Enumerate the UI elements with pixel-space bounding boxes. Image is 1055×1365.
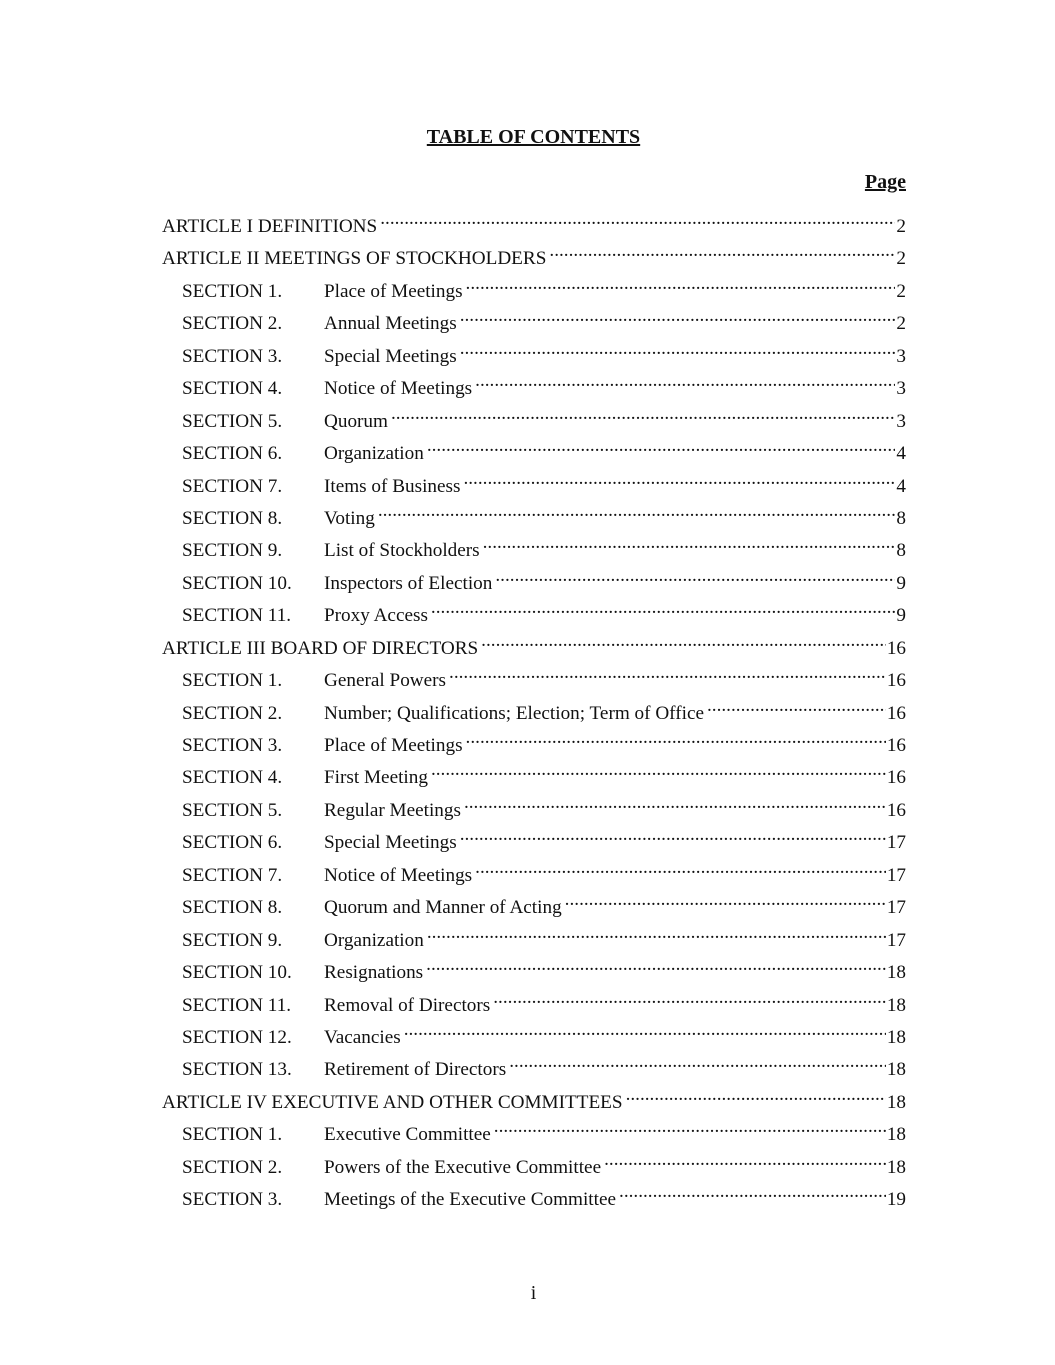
section-title: Executive Committee [324, 1124, 491, 1146]
toc-section-entry[interactable] [162, 828, 906, 860]
dot-leader [466, 731, 886, 751]
section-label: SECTION 2. [182, 313, 283, 335]
page-number: 17 [886, 832, 906, 854]
section-label: SECTION 8. [182, 507, 283, 529]
article-title: ARTICLE IV EXECUTIVE AND OTHER COMMITTEES [162, 1091, 623, 1113]
section-title: Voting [324, 507, 375, 529]
toc-article-entry[interactable] [162, 1088, 906, 1120]
section-label: SECTION 13. [182, 1059, 292, 1081]
section-label: SECTION 7. [182, 475, 283, 497]
article-title: ARTICLE II MEETINGS OF STOCKHOLDERS [162, 248, 547, 270]
dot-leader [431, 601, 895, 621]
section-title: Powers of the Executive Committee [324, 1156, 602, 1178]
section-title: Special Meetings [324, 345, 457, 367]
dot-leader [565, 893, 886, 913]
page-number: 18 [886, 1156, 906, 1178]
dot-leader [431, 763, 886, 783]
section-label: SECTION 1. [182, 280, 283, 302]
page-number: 18 [886, 962, 906, 984]
section-label: SECTION 7. [182, 864, 283, 886]
section-title: Notice of Meetings [324, 378, 473, 400]
toc-section-entry[interactable] [162, 763, 906, 795]
section-label: SECTION 1. [182, 670, 283, 692]
toc-section-entry[interactable] [162, 569, 906, 601]
article-title: ARTICLE I DEFINITIONS [162, 216, 378, 237]
toc-section-entry[interactable] [162, 1120, 906, 1152]
page-number: 8 [896, 540, 906, 562]
dot-leader [494, 1120, 886, 1140]
toc-section-entry[interactable] [162, 601, 906, 633]
page-number: 18 [886, 1091, 906, 1113]
toc-list [162, 212, 906, 1218]
page-number: 17 [886, 897, 906, 919]
dot-leader [481, 634, 886, 654]
section-label: SECTION 11. [182, 605, 292, 627]
section-title: Place of Meetings [324, 280, 463, 302]
section-title: Quorum [324, 410, 388, 432]
page-column-heading: Page [864, 171, 906, 193]
page-number: 2 [896, 313, 906, 335]
section-title: List of Stockholders [324, 540, 480, 562]
section-label: SECTION 10. [182, 572, 292, 594]
section-title: Place of Meetings [324, 735, 463, 756]
section-title: Annual Meetings [324, 313, 457, 335]
dot-leader [495, 569, 895, 589]
section-label: SECTION 12. [182, 1026, 292, 1048]
dot-leader [604, 1153, 886, 1173]
section-title: Special Meetings [324, 832, 457, 854]
section-label: SECTION 6. [182, 832, 283, 854]
dot-leader [483, 536, 896, 556]
toc-section-entry[interactable] [162, 1055, 906, 1087]
toc-section-entry[interactable] [162, 1153, 906, 1185]
section-label: SECTION 10. [182, 962, 292, 984]
toc-section-entry[interactable] [162, 309, 906, 341]
section-title: Notice of Meetings [324, 864, 473, 886]
dot-leader [378, 504, 896, 524]
toc-section-entry[interactable] [162, 991, 906, 1023]
section-label: SECTION 9. [182, 929, 283, 951]
dot-leader [707, 699, 886, 719]
page-number: 16 [886, 637, 906, 659]
page-number: 18 [886, 994, 906, 1016]
toc-section-entry[interactable] [162, 926, 906, 958]
dot-leader [475, 861, 886, 881]
toc-section-entry[interactable] [162, 699, 906, 731]
toc-section-entry[interactable] [162, 342, 906, 374]
toc-section-entry[interactable] [162, 504, 906, 536]
section-label: SECTION 3. [182, 1189, 283, 1211]
toc-section-entry[interactable] [162, 407, 906, 439]
page-number: 19 [886, 1189, 906, 1211]
dot-leader [463, 472, 895, 492]
toc-title: TABLE OF CONTENTS [426, 126, 641, 148]
toc-section-entry[interactable] [162, 1185, 906, 1217]
section-label: SECTION 2. [182, 702, 283, 724]
toc-section-entry[interactable] [162, 439, 906, 471]
page-number: 16 [886, 767, 906, 789]
toc-section-entry[interactable] [162, 666, 906, 698]
dot-leader [460, 309, 896, 329]
dot-leader [460, 828, 886, 848]
page-number: 8 [896, 507, 906, 529]
toc-article-entry[interactable] [162, 244, 906, 276]
page-number: 3 [896, 410, 906, 432]
section-title: First Meeting [324, 767, 428, 789]
dot-leader [427, 926, 886, 946]
section-title: Organization [324, 929, 424, 951]
page-number: 9 [896, 572, 906, 594]
toc-section-entry[interactable] [162, 374, 906, 406]
dot-leader [427, 439, 896, 459]
dot-leader [466, 277, 896, 297]
page-number: 4 [896, 475, 906, 497]
toc-section-entry[interactable] [162, 472, 906, 504]
section-title: Meetings of the Executive Committee [324, 1189, 617, 1211]
section-title: Organization [324, 443, 424, 465]
section-title: Removal of Directors [324, 994, 491, 1016]
page-number: 16 [886, 702, 906, 724]
section-title: Resignations [324, 962, 424, 984]
page-number: 4 [896, 443, 906, 465]
toc-section-entry[interactable] [162, 861, 906, 893]
section-label: SECTION 5. [182, 799, 283, 821]
dot-leader [626, 1088, 886, 1108]
page-number: 18 [886, 1124, 906, 1146]
dot-leader [509, 1055, 886, 1075]
section-label: SECTION 8. [182, 897, 283, 919]
section-title: Inspectors of Election [324, 572, 493, 594]
dot-leader [464, 796, 886, 816]
page-number: 2 [896, 280, 906, 302]
dot-leader [460, 342, 896, 362]
dot-leader [391, 407, 895, 427]
section-label: SECTION 4. [182, 378, 283, 400]
toc-article-entry[interactable] [162, 634, 906, 666]
dot-leader [449, 666, 886, 686]
section-title: Vacancies [324, 1026, 401, 1048]
dot-leader [475, 374, 895, 394]
section-title: Regular Meetings [324, 799, 461, 821]
page-number: 2 [896, 248, 906, 270]
dot-leader [404, 1023, 886, 1043]
toc-section-entry[interactable] [162, 958, 906, 990]
section-label: SECTION 1. [182, 1124, 283, 1146]
toc-section-entry[interactable] [162, 536, 906, 568]
section-label: SECTION 5. [182, 410, 283, 432]
toc-article-entry[interactable] [162, 212, 906, 244]
toc-section-entry[interactable] [162, 796, 906, 828]
section-label: SECTION 4. [182, 767, 283, 789]
section-title: Items of Business [324, 475, 461, 497]
article-title: ARTICLE III BOARD OF DIRECTORS [162, 637, 479, 659]
section-label: SECTION 3. [182, 735, 283, 756]
toc-section-entry[interactable] [162, 277, 906, 309]
toc-section-entry[interactable] [162, 1023, 906, 1055]
section-title: Number; Qualifications; Election; Term of Office [324, 702, 704, 724]
dot-leader [619, 1185, 886, 1205]
section-label: SECTION 3. [182, 345, 283, 367]
page-number: 17 [886, 864, 906, 886]
dot-leader [493, 991, 886, 1011]
page-number: 16 [886, 735, 906, 756]
section-label: SECTION 11. [182, 994, 292, 1016]
section-title: Retirement of Directors [324, 1059, 507, 1081]
toc-section-entry[interactable] [162, 731, 906, 763]
page-number: 16 [886, 670, 906, 692]
section-label: SECTION 9. [182, 540, 283, 562]
page-number: 17 [886, 929, 906, 951]
section-title: Quorum and Manner of Acting [324, 897, 562, 919]
page-number: 3 [896, 378, 906, 400]
section-title: Proxy Access [324, 605, 428, 627]
footer-page-number: i [530, 1282, 537, 1304]
dot-leader [426, 958, 886, 978]
dot-leader [380, 212, 895, 232]
section-title: General Powers [324, 670, 447, 692]
page-number: 18 [886, 1059, 906, 1081]
toc-section-entry[interactable] [162, 893, 906, 925]
dot-leader [549, 244, 895, 264]
section-label: SECTION 6. [182, 443, 283, 465]
page-number: 16 [886, 799, 906, 821]
page-number: 18 [886, 1026, 906, 1048]
section-label: SECTION 2. [182, 1156, 283, 1178]
page-number: 2 [896, 216, 906, 237]
page-number: 9 [896, 605, 906, 627]
page-number: 3 [896, 345, 906, 367]
